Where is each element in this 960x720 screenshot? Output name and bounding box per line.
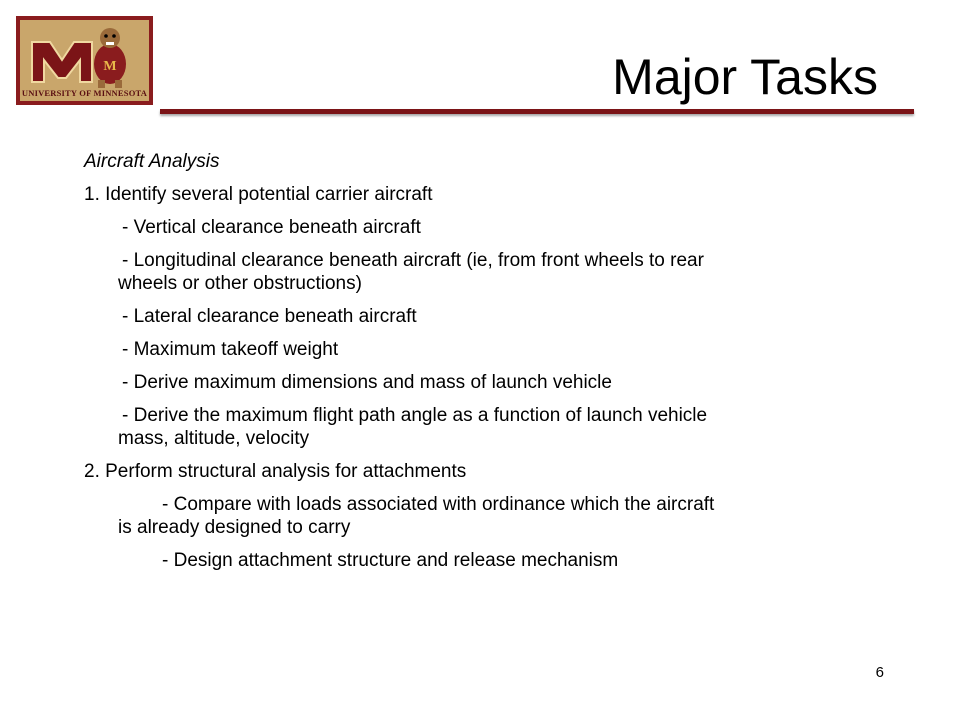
task-item-2: 2. Perform structural analysis for attachments: [84, 461, 467, 482]
subtask-lateral-clearance: - Lateral clearance beneath aircraft: [122, 306, 417, 327]
subtask-text: - Derive the maximum flight path angle as a function of launch vehicle: [122, 405, 708, 426]
title-underline: [160, 109, 914, 114]
subtask-text-continued: is already designed to carry: [118, 517, 351, 538]
slide-body: [84, 150, 874, 582]
logo-badge: [20, 20, 149, 101]
subtask-design-attachment: [84, 549, 874, 572]
university-logo: [16, 16, 153, 105]
section-heading: Aircraft Analysis: [84, 151, 220, 172]
task-item-1: 1. Identify several potential carrier aircraft: [84, 184, 433, 205]
subtask-derive-dimensions: - Derive maximum dimensions and mass of launch vehicle: [122, 372, 612, 393]
logo-caption: UNIVERSITY OF MINNESOTA: [21, 88, 148, 98]
subtask-text-continued: wheels or other obstructions): [118, 273, 362, 294]
subtask-flight-path-angle: [84, 404, 874, 450]
subtask-longitudinal-clearance: [84, 249, 874, 295]
subtask-compare-loads: [84, 493, 874, 539]
svg-text:M: M: [103, 59, 117, 74]
subtask-max-takeoff-weight: - Maximum takeoff weight: [122, 339, 339, 360]
subtask-vertical-clearance: - Vertical clearance beneath aircraft: [122, 217, 421, 238]
subtask-text: - Design attachment structure and release mechanism: [162, 550, 619, 571]
subtask-text-continued: mass, altitude, velocity: [118, 428, 310, 449]
slide-title: Major Tasks: [612, 49, 878, 105]
subtask-text: - Longitudinal clearance beneath aircraft (ie, from front wheels to rear: [122, 250, 704, 271]
page-number: 6: [875, 664, 884, 681]
subtask-text: - Compare with loads associated with ordinance which the aircraft: [162, 494, 715, 515]
